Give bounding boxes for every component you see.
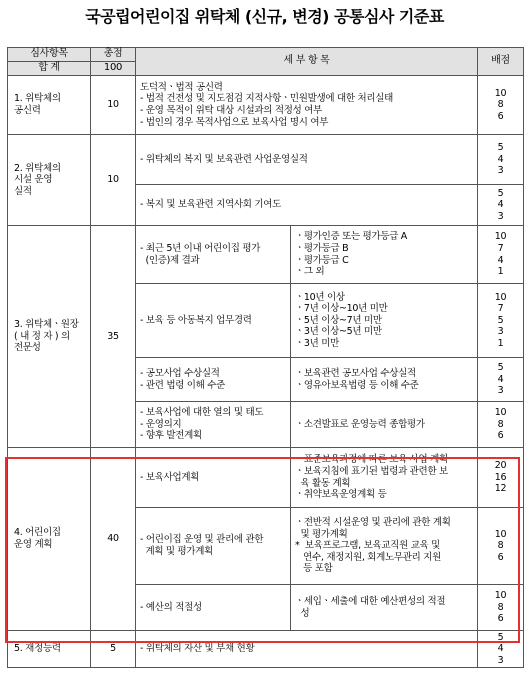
sub-line: 연수, 재정지원, 회계노무관리 지원: [295, 551, 442, 563]
sub-line: ㆍ10년 이상: [295, 291, 345, 303]
point-value: 7: [497, 242, 504, 254]
sub-line: 등 포함: [295, 563, 333, 575]
point-value: 5: [497, 631, 504, 643]
point-value: 10: [494, 528, 507, 540]
sub-line: ㆍ평가등급 B: [295, 242, 349, 254]
points-cell: [478, 135, 524, 185]
sub-detail-cell: [291, 284, 478, 358]
point-value: 8: [497, 418, 504, 430]
point-value: 5: [497, 314, 504, 326]
point-value: 6: [497, 551, 504, 563]
sub-line: ㆍ7년 이상~10년 미만: [295, 303, 388, 315]
point-value: 3: [497, 165, 504, 177]
detail-cell: [136, 76, 478, 135]
point-value: 5: [497, 142, 504, 154]
sub-line: ㆍ보육지침에 표기된 법령과 관련한 보: [295, 465, 448, 477]
page-title: 국공립어린이집 위탁체 (신규, 변경) 공통심사 기준표: [85, 7, 444, 26]
sub-line: 성: [295, 607, 310, 619]
point-value: 16: [494, 471, 507, 483]
item-label: 2. 위탁체의 시설 운영 실적: [8, 135, 91, 226]
detail-line: 도덕적ㆍ법적 공신력: [140, 81, 223, 93]
sub-line: ㆍ취약보육운영계획 등: [295, 489, 387, 501]
detail-line: - 관련 법령 이해 수준: [140, 379, 226, 391]
sub-detail-cell: [291, 226, 478, 284]
sub-line: ㆍ5년 이상~7년 미만: [295, 314, 382, 326]
detail-line: - 최근 5년 이내 어린이집 평가: [140, 242, 261, 254]
point-value: 1: [497, 266, 504, 278]
detail-cell: - 위탁체의 복지 및 보육관련 사업운영실적: [136, 135, 478, 185]
point-value: 4: [497, 153, 504, 165]
detail-line: - 공모사업 수상실적: [140, 367, 220, 379]
criteria-row-5: [8, 631, 524, 668]
item-label: 5. 재정능력: [8, 631, 91, 668]
detail-cell: - 보육사업계획: [136, 448, 291, 508]
sub-line: 육 활동 계획: [295, 477, 351, 489]
detail-cell: - 복지 및 보육관련 지역사회 기여도: [136, 185, 478, 226]
detail-line: - 운영 목적이 위탁 대상 시설과의 적정성 여부: [140, 105, 322, 116]
point-value: 6: [497, 430, 504, 442]
detail-line: - 운영의지: [140, 418, 182, 430]
sub-line: ㆍ그 외: [295, 266, 325, 278]
point-value: 7: [497, 303, 504, 315]
detail-cell: [136, 226, 291, 284]
sub-detail-cell: [291, 508, 478, 585]
item-label: 1. 위탁체의 공신력: [8, 76, 91, 135]
sub-line: ㆍ세입ㆍ세출에 대한 예산편성의 적절: [295, 595, 446, 607]
points-cell: [478, 284, 524, 358]
sub-detail-cell: [291, 358, 478, 402]
point-value: 5: [497, 362, 504, 374]
point-value: 20: [494, 460, 507, 472]
detail-line: 계획 및 평가계획: [140, 546, 214, 557]
item-score: 5: [91, 631, 136, 668]
item-label-text: 3. 위탁체ㆍ원장 ( 내 정 자 ) 의 전문성: [14, 319, 79, 354]
point-value: 10: [494, 407, 507, 419]
point-value: 4: [497, 254, 504, 266]
detail-line: - 어린이집 운영 및 관리에 관한: [140, 534, 264, 546]
point-value: 6: [497, 613, 504, 625]
item-score: 10: [91, 135, 136, 226]
point-value: 4: [497, 373, 504, 385]
point-value: 8: [497, 540, 504, 552]
points-cell: [478, 585, 524, 631]
sub-line: * 보육프로그램, 보육교직원 교육 및: [295, 540, 441, 552]
detail-line: - 보육사업에 대한 열의 및 태도: [140, 407, 264, 419]
point-value: 10: [494, 291, 507, 303]
point-value: 3: [497, 654, 504, 666]
sub-line: ㆍ영유아보육법령 등 이해 수준: [295, 379, 419, 391]
item-score: 40: [91, 448, 136, 631]
point-value: 10: [494, 590, 507, 602]
points-cell: [478, 631, 524, 668]
point-value: 3: [497, 326, 504, 338]
point-value: 4: [497, 199, 504, 211]
detail-cell: [136, 358, 291, 402]
points-cell: [478, 448, 524, 508]
header-points: 배점: [478, 48, 524, 76]
points-cell: [478, 185, 524, 226]
item-label: [8, 226, 91, 448]
point-value: 3: [497, 385, 504, 397]
detail-cell: [136, 508, 291, 585]
header-score: 총점: [91, 48, 136, 62]
header-total-score: 100: [91, 62, 136, 76]
item-score: 10: [91, 76, 136, 135]
detail-line: - 법인의 경우 목적사업으로 보육사업 명시 여부: [140, 116, 329, 128]
point-value: 12: [494, 483, 507, 495]
sub-line: ㆍ3년 이상~5년 미만: [295, 326, 382, 338]
point-value: 5: [497, 187, 504, 199]
sub-line: ㆍ표준보육과정에 따른 보육 사업 계획: [295, 454, 448, 466]
point-value: 10: [494, 87, 507, 99]
criteria-row-3: [8, 226, 524, 284]
criteria-row-2: [8, 135, 524, 185]
header-total-label: 합 계: [8, 62, 91, 76]
sub-line: ㆍ평가등급 C: [295, 254, 349, 266]
sub-line: ㆍ3년 미만: [295, 337, 339, 349]
sub-line: ㆍ전반적 시설운영 및 관리에 관한 계획: [295, 517, 451, 529]
point-value: 6: [497, 110, 504, 122]
point-value: 1: [497, 337, 504, 349]
point-value: 3: [497, 210, 504, 222]
sub-detail-cell: ㆍ소견발표로 운영능력 종합평가: [291, 402, 478, 448]
criteria-table: [7, 47, 524, 668]
points-cell: [478, 358, 524, 402]
header-detail: 세 부 항 목: [136, 48, 478, 76]
detail-cell: - 보육 등 아동복지 업무경력: [136, 284, 291, 358]
sub-detail-cell: [291, 448, 478, 508]
sub-line: ㆍ평가인증 또는 평가등급 A: [295, 231, 408, 243]
header-item: 심사항목: [8, 48, 91, 62]
detail-line: (인증)제 결과: [140, 254, 200, 266]
points-cell: [478, 76, 524, 135]
detail-cell: [136, 402, 291, 448]
sub-detail-cell: [291, 585, 478, 631]
criteria-row-1: [8, 76, 524, 135]
points-cell: [478, 226, 524, 284]
points-cell: [478, 402, 524, 448]
detail-line: - 향후 발전계획: [140, 430, 202, 442]
point-value: 8: [497, 601, 504, 613]
item-score: 35: [91, 226, 136, 448]
point-value: 4: [497, 643, 504, 655]
detail-line: - 법적 건전성 및 지도점검 지적사항ㆍ민원발생에 대한 처리실태: [140, 93, 393, 105]
sub-line: 및 평가계획: [295, 528, 348, 540]
point-value: 8: [497, 99, 504, 111]
points-cell: [478, 508, 524, 585]
point-value: 10: [494, 231, 507, 243]
item-label: 4. 어린이집 운영 계획: [8, 448, 91, 631]
detail-cell: - 위탁체의 자산 및 부채 현황: [136, 631, 478, 668]
detail-cell: - 예산의 적절성: [136, 585, 291, 631]
criteria-row-4: [8, 448, 524, 508]
sub-line: ㆍ보육관련 공모사업 수상실적: [295, 367, 416, 379]
